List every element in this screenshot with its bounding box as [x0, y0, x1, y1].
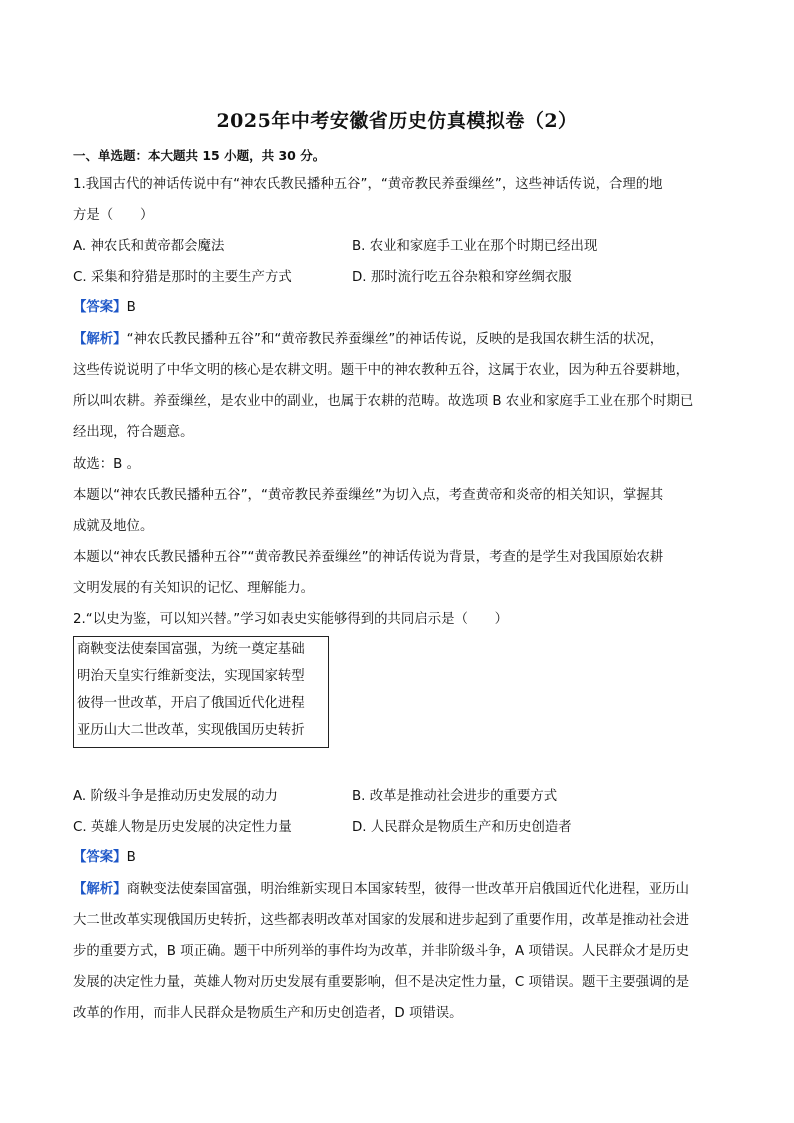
q2-option-b: B. 改革是推动社会进步的重要方式: [352, 789, 558, 804]
analysis-text: 商鞅变法使秦国富强，明治维新实现日本国家转型，彼得一世改革开启俄国近代化进程，亚历山: [126, 882, 689, 897]
q2-option-d: D. 人民群众是物质生产和历史创造者: [352, 820, 572, 835]
q2-option-a: A. 阶级斗争是推动历史发展的动力: [73, 789, 278, 804]
q1-analysis-line: 成就及地位。: [73, 519, 154, 534]
table-row: 明治天皇实行维新变法，实现国家转型: [77, 669, 305, 684]
q1-analysis-line: [73, 330, 663, 350]
q1-stem-line: 方是（ ）: [73, 208, 154, 223]
table-row: 彼得一世改革，开启了俄国近代化进程: [77, 696, 305, 711]
q1-answer: [73, 298, 136, 318]
q1-option-d: D. 那时流行吃五谷杂粮和穿丝绸衣服: [352, 270, 572, 285]
q2-analysis-line: 步的重要方式，B 项正确。题干中所列举的事件均为改革，并非阶级斗争，A 项错误。人民群众才是历史: [73, 944, 690, 959]
analysis-text: “神农氏教民播种五谷”和“黄帝教民养蚕缫丝”的神话传说，反映的是我国农耕生活的状况，: [126, 332, 664, 347]
page-title: 2025年中考安徽省历史仿真模拟卷（2）: [216, 110, 578, 132]
q2-stem: 2.“以史为鉴，可以知兴替。”学习如表史实能够得到的共同启示是（ ）: [73, 612, 509, 627]
history-facts-table: [73, 636, 329, 748]
table-row: 商鞅变法使秦国富强，为统一奠定基础: [77, 642, 305, 657]
q2-analysis-line: 发展的决定性力量，英雄人物对历史发展有重要影响，但不是决定性力量，C 项错误。题干主要强调的是: [73, 975, 690, 990]
q1-analysis-line: 经出现，符合题意。: [73, 425, 194, 440]
q1-analysis-line: 本题以“神农氏教民播种五谷”，“黄帝教民养蚕缫丝”为切入点，考查黄帝和炎帝的相关知识，掌握其: [73, 488, 664, 503]
answer-value: B: [126, 850, 136, 865]
q2-analysis-line: 改革的作用，而非人民群众是物质生产和历史创造者，D 项错误。: [73, 1006, 463, 1021]
q1-analysis-line: 本题以“神农氏教民播种五谷”“黄帝教民养蚕缫丝”的神话传说为背景，考查的是学生对我国原始农耕: [73, 550, 664, 565]
q1-option-a: A. 神农氏和黄帝都会魔法: [73, 239, 225, 254]
q1-option-c: C. 采集和狩猎是那时的主要生产方式: [73, 270, 292, 285]
q2-option-c: C. 英雄人物是历史发展的决定性力量: [73, 820, 292, 835]
table-row: 亚历山大二世改革，实现俄国历史转折: [77, 723, 305, 738]
q2-analysis-line: [73, 880, 689, 900]
q1-stem-line: 1.我国古代的神话传说中有“神农氏教民播种五谷”，“黄帝教民养蚕缫丝”，这些神话传说，合理的地: [73, 177, 663, 192]
q1-option-b: B. 农业和家庭手工业在那个时期已经出现: [352, 239, 598, 254]
answer-tag: 【答案】: [73, 300, 127, 315]
analysis-tag: 【解析】: [73, 882, 127, 897]
answer-tag: 【答案】: [73, 850, 127, 865]
answer-value: B: [126, 300, 136, 315]
analysis-tag: 【解析】: [73, 332, 127, 347]
section-heading: 一、单选题：本大题共 15 小题，共 30 分。: [73, 148, 326, 163]
q2-analysis-line: 大二世改革实现俄国历史转折，这些都表明改革对国家的发展和进步起到了重要作用，改革是推动社会进: [73, 913, 689, 928]
q1-analysis-line: 文明发展的有关知识的记忆、理解能力。: [73, 581, 315, 596]
q2-answer: [73, 848, 136, 868]
q1-analysis-line: 故选：B 。: [73, 457, 141, 472]
q1-analysis-line: 这些传说说明了中华文明的核心是农耕文明。题干中的神农教种五谷，这属于农业，因为种五谷要耕地，: [73, 363, 689, 378]
q1-analysis-line: 所以叫农耕。养蚕缫丝，是农业中的副业，也属于农耕的范畴。故选项 B 农业和家庭手工业在那个时期已: [73, 394, 694, 409]
